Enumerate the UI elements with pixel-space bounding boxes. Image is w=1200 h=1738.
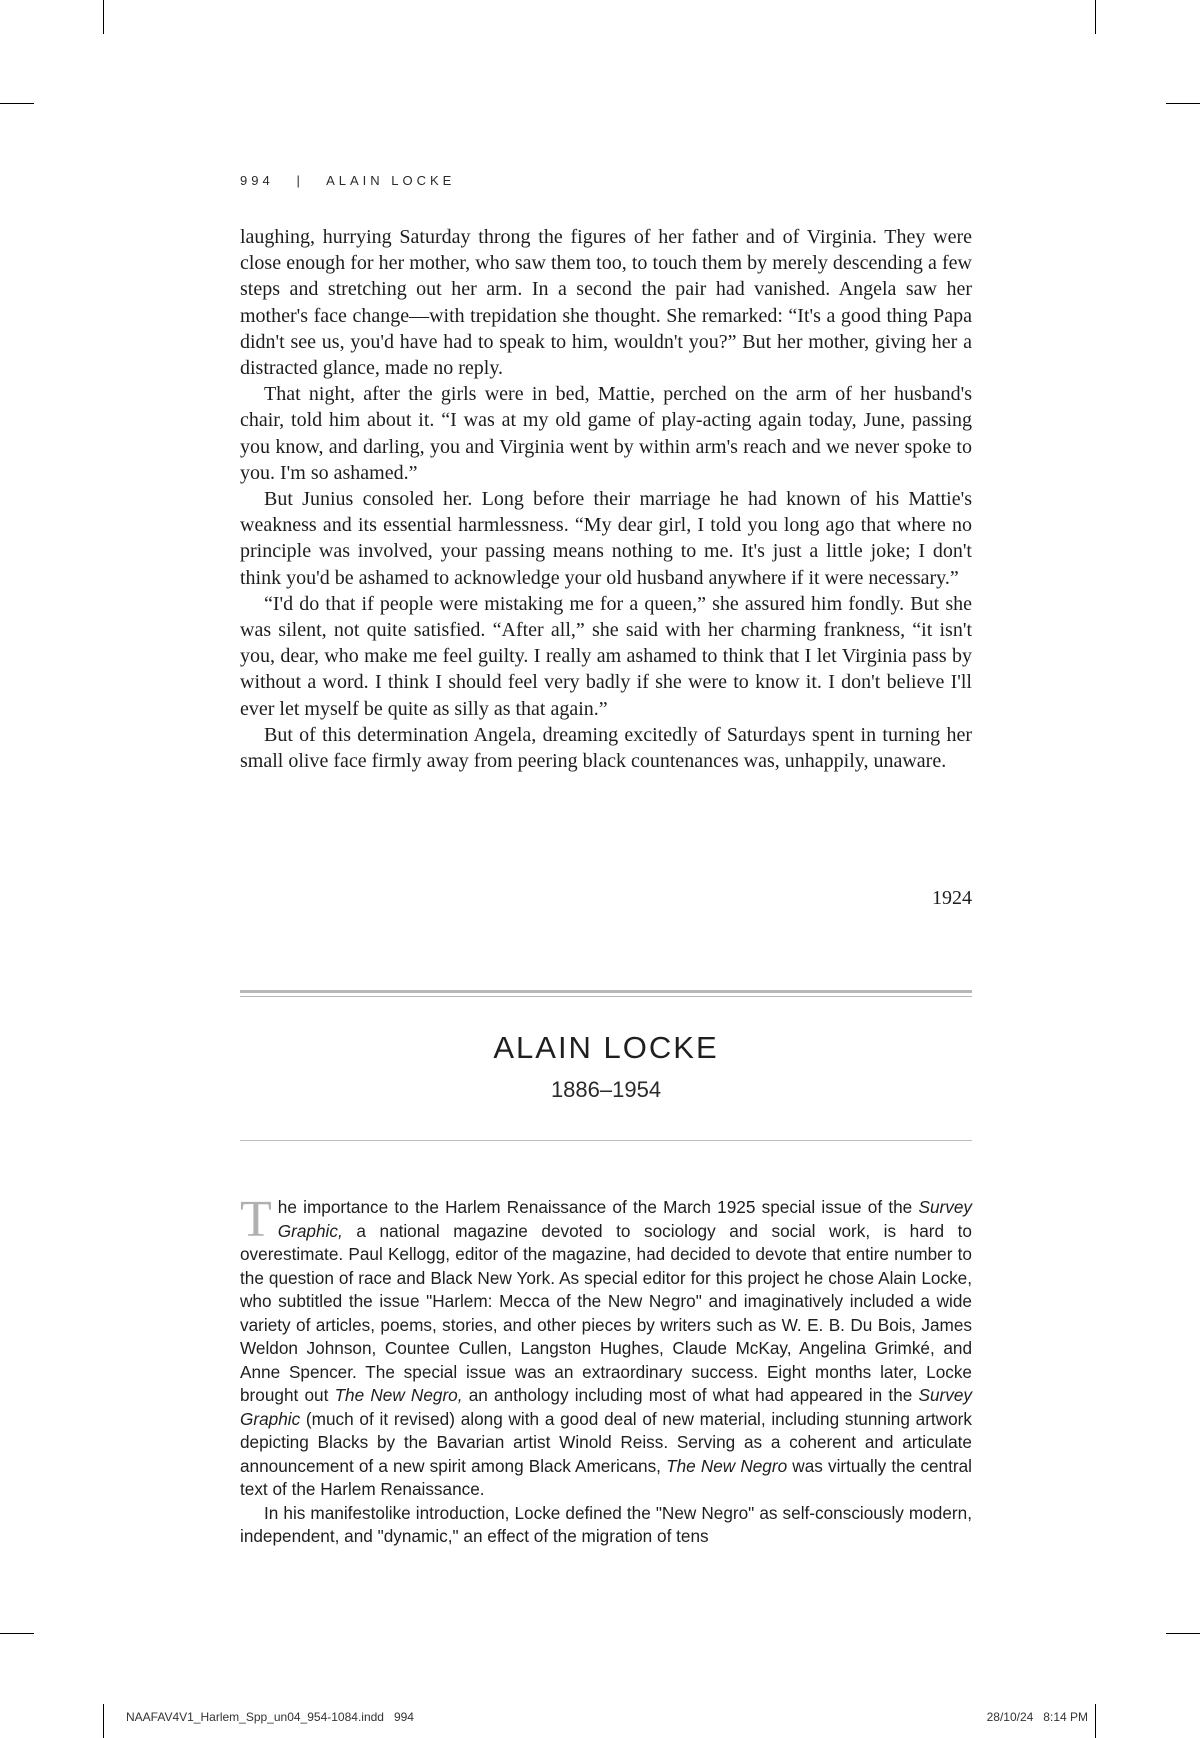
- story-text: [240, 224, 972, 774]
- footer-timestamp: 28/10/24 8:14 PM: [986, 1710, 1088, 1724]
- intro-paragraph: In his manifestolike introduction, Locke defined the "New Negro" as self-consciously modern, independent, and "dynamic," an effect of the migration of tens: [240, 1502, 972, 1546]
- page-number: 994: [240, 173, 274, 188]
- crop-mark-bottom-left: [103, 1704, 104, 1738]
- intro-text-run: he importance to the Harlem Renaissance of the March 1925 special issue of the: [277, 1197, 919, 1217]
- running-head-separator: |: [296, 173, 304, 188]
- section-author-dates: 1886–1954: [550, 1077, 662, 1102]
- crop-mark-right-bottom: [1166, 1633, 1200, 1634]
- crop-mark-left-top: [0, 103, 34, 104]
- book-title: The New Negro,: [334, 1385, 463, 1405]
- story-paragraph: laughing, hurrying Saturday throng the figures of her father and of Virginia. They were close enough for her mother, who saw them too, to touch them by merely descending a few steps and stretching out her arm. In a second the pair had vanished. Angela saw her mother's face change—with trepidation she thought. She remarked: “It's a good thing Papa didn't see us, you'd have had to speak to him, wouldn't you?” But her mother, giving her a distracted glance, made no reply.: [240, 226, 972, 380]
- story-paragraph: That night, after the girls were in bed, Mattie, perched on the arm of her husband's chair, told him about it. “I was at my old game of play-acting again today, June, passing you know, and darling, you and Virginia went by within arm's reach and we never spoke to you. I'm so ashamed.”: [240, 383, 972, 484]
- intro-text-run: was virtually the central text of the Harlem Renaissance.: [240, 1455, 972, 1499]
- story-year: 1924: [932, 887, 972, 909]
- intro-text: [240, 1191, 972, 1549]
- crop-mark-right-top: [1166, 103, 1200, 104]
- crop-mark-top-right: [1095, 0, 1096, 34]
- crop-mark-bottom-right: [1095, 1704, 1096, 1738]
- story-paragraph: “I'd do that if people were mistaking me for a queen,” she assured him fondly. But she was silent, not quite satisfied. “After all,” she said with her charming frankness, “it isn't you, dear, who make me feel guilty. I really am ashamed to think that I let Virginia pass by without a word. I think I should feel very badly if she were to know it. I don't believe I'll ever let myself be quite as silly as that again.”: [240, 592, 972, 720]
- story-paragraph: But Junius consoled her. Long before their marriage he had known of his Mattie's weakness and its essential harmlessness. “My dear girl, I told you long ago that where no principle was involved, your passing means nothing to me. It's just a little joke; I don't think you'd be ashamed to acknowledge your old husband anywhere if it were necessary.”: [240, 488, 972, 589]
- crop-mark-top-left: [103, 0, 104, 34]
- magazine-title: Survey Graphic: [240, 1385, 972, 1429]
- story-paragraph: But of this determination Angela, dreaming excitedly of Saturdays spent in turning her small olive face firmly away from peering black countenances was, unhappily, unaware.: [240, 723, 972, 773]
- section-divider-double: [240, 990, 972, 997]
- running-head-author: ALAIN LOCKE: [326, 173, 456, 188]
- running-head: [240, 173, 455, 188]
- intro-text-run: (much of it revised) along with a good deal of new material, including stunning artwork depicting Blacks by the Bavarian artist Winold Reiss. Serving as a coherent and articulate announcement of a new spirit among Black Americans,: [240, 1408, 972, 1476]
- intro-paragraph: [240, 1191, 972, 1502]
- drop-cap: T: [240, 1191, 272, 1248]
- intro-text-run: an anthology including most of what had appeared in the: [462, 1385, 919, 1405]
- crop-mark-left-bottom: [0, 1633, 34, 1634]
- footer-file-info: NAAFAV4V1_Harlem_Spp_un04_954-1084.indd 994: [126, 1710, 414, 1724]
- book-title: The New Negro: [666, 1455, 788, 1476]
- section-author-name: ALAIN LOCKE: [493, 1030, 719, 1065]
- magazine-title: Survey Graphic,: [277, 1197, 972, 1241]
- intro-text-run: a national magazine devoted to sociology and social work, is hard to overestimate. Paul Kellogg, editor of the magazine, had decided to devote that entire number to the question of race and Black New York. As special editor for this project he chose Alain Locke, who subtitled the issue "Harlem: Mecca of the New Negro" and imaginatively included a wide variety of articles, poems, stories, and other pieces by writers such as W. E. B. Du Bois, James Weldon Johnson, Countee Cullen, Langston Hughes, Claude McKay, Angelina Grimké, and Anne Spencer. The special issue was an extraordinary success. Eight months later, Locke brought out: [240, 1220, 972, 1405]
- section-divider-thin: [240, 1140, 972, 1141]
